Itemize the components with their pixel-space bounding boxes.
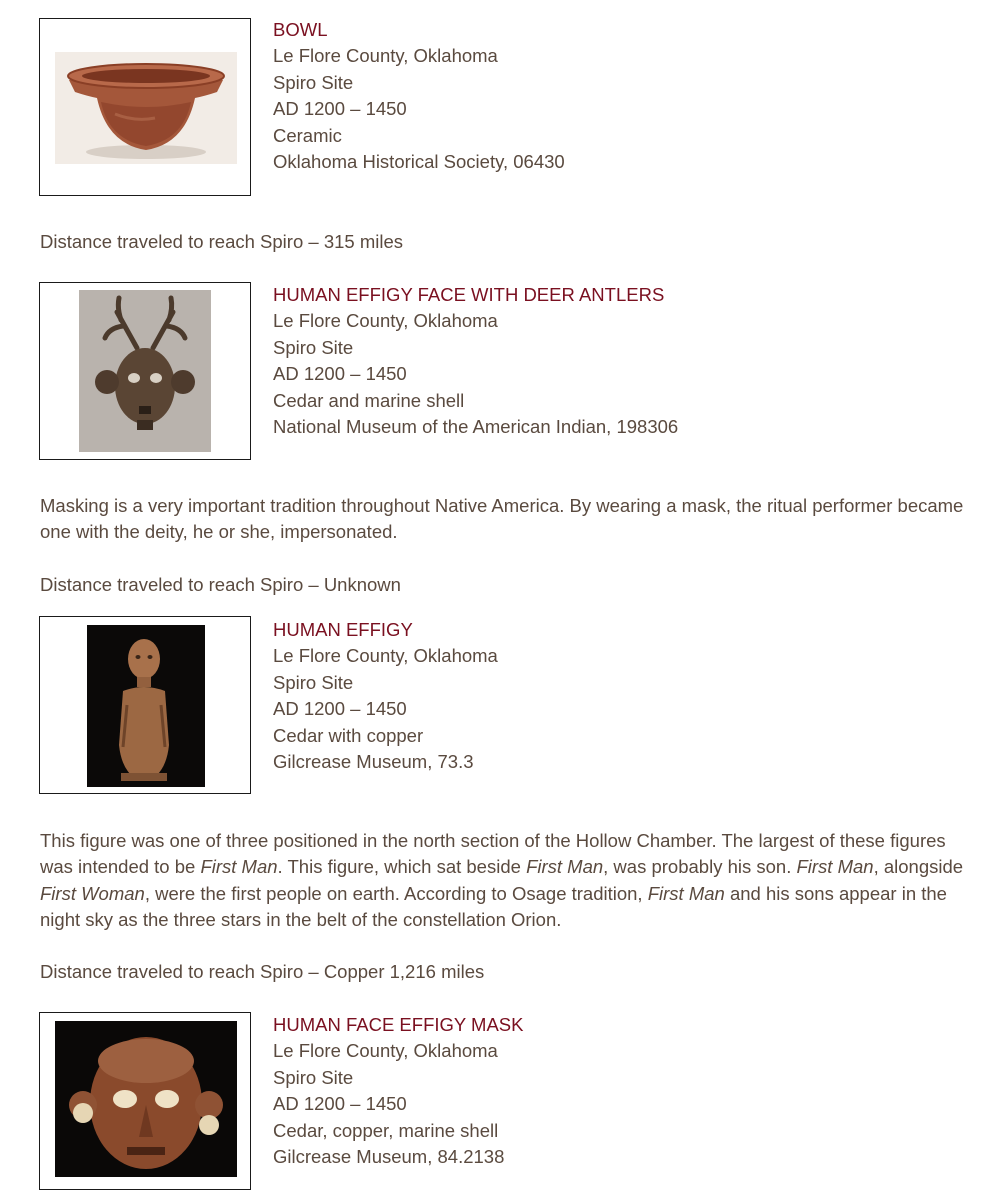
artifact-county: Le Flore County, Oklahoma xyxy=(273,310,498,332)
artifact-date: AD 1200 – 1450 xyxy=(273,98,407,120)
artifact-material: Cedar, copper, marine shell xyxy=(273,1119,499,1141)
artifact-date: AD 1200 – 1450 xyxy=(273,698,407,720)
artifact-county: Le Flore County, Oklahoma xyxy=(273,45,498,67)
artifact-collection: National Museum of the American Indian, 198306 xyxy=(273,416,679,438)
artifact-material: Ceramic xyxy=(273,124,342,146)
artifact-title: HUMAN EFFIGY FACE WITH DEER ANTLERS xyxy=(273,284,665,305)
artifact-title: BOWL xyxy=(273,19,328,40)
distance-text: Distance traveled to reach Spiro – Unknown xyxy=(40,574,401,595)
artifact-info xyxy=(273,282,678,440)
antler-mask-photo xyxy=(79,290,211,452)
paragraph-text: This figure was one of three positioned in the north section of the Hollow Chamber. The largest of these figures was intended to be xyxy=(40,830,946,878)
artifact-info xyxy=(273,1012,523,1170)
artifact-date: AD 1200 – 1450 xyxy=(273,1093,407,1115)
artifact-image-frame xyxy=(39,18,251,196)
artifact-site: Spiro Site xyxy=(273,1066,354,1088)
emphasis-first-woman: First Woman xyxy=(40,882,145,904)
artifact-material: Cedar and marine shell xyxy=(273,389,465,411)
paragraph-text: and his sons appear in the night sky as the three stars in the belt of the constellation Orion. xyxy=(40,882,947,931)
masking-paragraph: Masking is a very important tradition throughout Native America. By wearing a mask, the ritual performer became one with the deity, he or she, impersonated. xyxy=(40,495,964,543)
paragraph-text: , was probably his son. xyxy=(603,856,797,878)
artifact-site: Spiro Site xyxy=(273,71,354,93)
artifact-material: Cedar with copper xyxy=(273,724,424,746)
distance-text: Distance traveled to reach Spiro – 315 miles xyxy=(40,231,403,252)
face-mask-photo xyxy=(55,1021,237,1177)
artifact-collection: Oklahoma Historical Society, 06430 xyxy=(273,151,565,173)
artifact-title: HUMAN EFFIGY xyxy=(273,619,413,640)
emphasis-first-man: First Man xyxy=(200,856,278,878)
artifact-county: Le Flore County, Oklahoma xyxy=(273,1040,498,1062)
artifact-collection: Gilcrease Museum, 73.3 xyxy=(273,751,474,773)
paragraph-text: . This figure, which sat beside xyxy=(277,856,527,878)
wooden-figure-photo xyxy=(87,625,205,787)
artifact-site: Spiro Site xyxy=(273,671,354,693)
emphasis-first-man: First Man xyxy=(526,856,604,878)
emphasis-first-man: First Man xyxy=(796,856,874,878)
artifact-site: Spiro Site xyxy=(273,336,354,358)
figure-paragraph xyxy=(40,828,970,934)
artifact-title: HUMAN FACE EFFIGY MASK xyxy=(273,1014,524,1035)
artifact-image-frame xyxy=(39,282,251,460)
paragraph-text: , alongside xyxy=(873,856,964,878)
artifact-county: Le Flore County, Oklahoma xyxy=(273,645,498,667)
emphasis-first-man: First Man xyxy=(647,882,725,904)
paragraph-text: , were the first people on earth. According to Osage tradition, xyxy=(144,882,648,904)
artifact-image-frame xyxy=(39,616,251,794)
artifact-info xyxy=(273,617,498,775)
artifact-date: AD 1200 – 1450 xyxy=(273,363,407,385)
artifact-collection: Gilcrease Museum, 84.2138 xyxy=(273,1146,505,1168)
artifact-info xyxy=(273,17,565,175)
distance-text: Distance traveled to reach Spiro – Copper 1,216 miles xyxy=(40,961,485,982)
ceramic-bowl-photo xyxy=(55,52,237,164)
artifact-image-frame xyxy=(39,1012,251,1190)
